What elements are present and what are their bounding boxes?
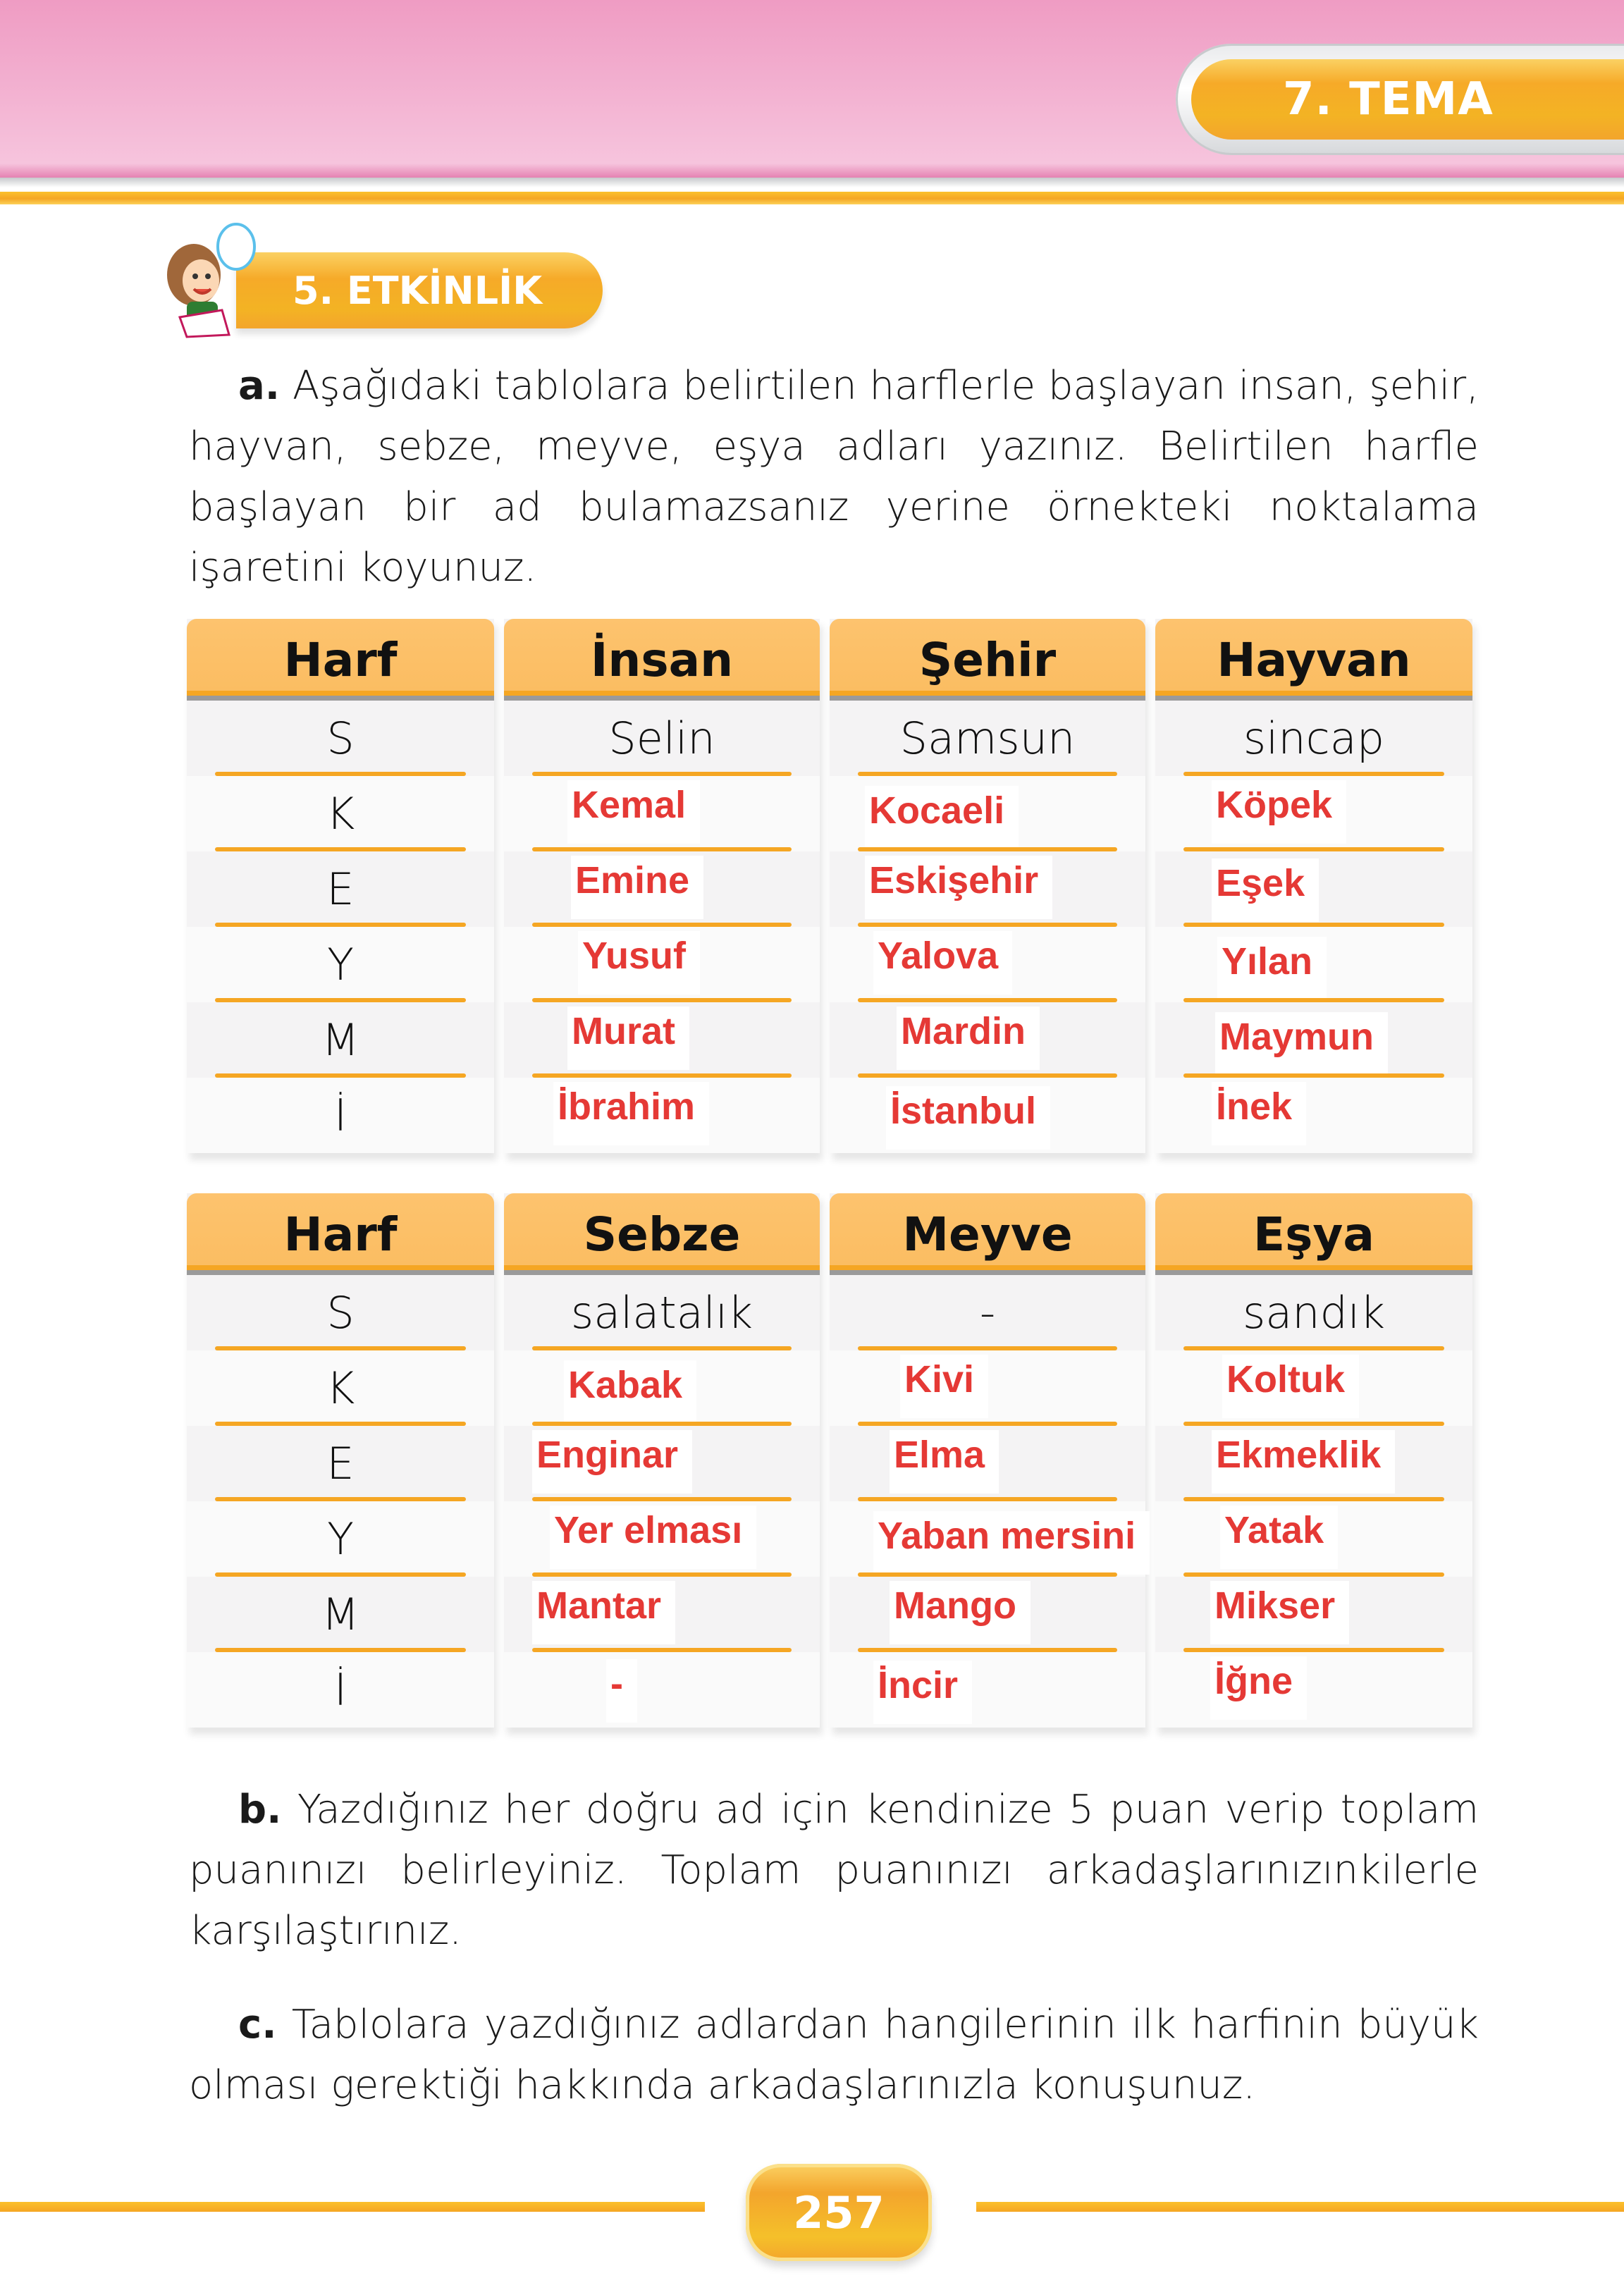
answer-cell[interactable] [1155, 1501, 1472, 1577]
header-divider [0, 192, 1624, 204]
answer-text: Yusuf [578, 931, 700, 995]
answer-cell[interactable] [830, 776, 1145, 851]
letter-cell: S [187, 701, 494, 776]
answer-text: Emine [571, 856, 703, 919]
letter-cell: S [187, 1275, 494, 1350]
letter-cell: Y [187, 1501, 494, 1577]
example-cell: sincap [1155, 701, 1472, 776]
instruction-c-text: Tablolara yazdığınız adlardan hangilerinin ilk harfinin büyük olması gerektiği hakkında arkadaşlarınızla konuşunuz. [189, 2002, 1479, 2108]
answer-text: İncir [873, 1661, 972, 1724]
answer-cell[interactable] [1155, 1078, 1472, 1153]
column-header: Şehir [830, 619, 1145, 701]
answer-cell[interactable] [1155, 851, 1472, 927]
answer-cell[interactable] [830, 1652, 1145, 1728]
example-cell: salatalık [504, 1275, 820, 1350]
answer-cell[interactable] [1155, 1577, 1472, 1652]
answer-cell[interactable] [504, 1426, 820, 1501]
column-insan [504, 619, 820, 1153]
answer-text: Yılan [1217, 937, 1327, 1000]
answer-cell[interactable] [830, 927, 1145, 1002]
answer-cell[interactable] [504, 927, 820, 1002]
example-cell: sandık [1155, 1275, 1472, 1350]
letter-cell: E [187, 1426, 494, 1501]
answer-text: Eşek [1212, 858, 1319, 922]
answer-text: Maymun [1215, 1012, 1388, 1076]
answer-cell[interactable] [1155, 1652, 1472, 1728]
answer-cell[interactable] [1155, 1002, 1472, 1078]
answer-cell[interactable] [1155, 1426, 1472, 1501]
answer-text: İğne [1210, 1656, 1307, 1720]
answer-text: Kabak [564, 1360, 696, 1424]
instruction-c [189, 1995, 1479, 2116]
answer-text: Yaban mersini [873, 1511, 1150, 1575]
table-vegetable-fruit-object [187, 1193, 1477, 1740]
answer-cell[interactable] [830, 1350, 1145, 1426]
answer-cell[interactable] [1155, 1350, 1472, 1426]
column-header: Meyve [830, 1193, 1145, 1275]
column-header: Sebze [504, 1193, 820, 1275]
instruction-c-label: c. [238, 2002, 277, 2048]
answer-text: İstanbul [886, 1086, 1050, 1150]
activity-header [152, 211, 617, 345]
instruction-b-text: Yazdığınız her doğru ad için kendinize 5 puan verip toplam puanınızı belirleyiniz. Toplam puanınızı arkadaşlarınızınkilerle karşılaştırınız. [189, 1787, 1479, 1954]
answer-cell[interactable] [504, 1652, 820, 1728]
header-shadow [0, 178, 1624, 187]
answer-cell[interactable] [1155, 776, 1472, 851]
answer-text: Kemal [567, 780, 700, 844]
example-cell: Selin [504, 701, 820, 776]
answer-text: Mantar [532, 1581, 675, 1644]
answer-cell[interactable] [830, 1501, 1145, 1577]
page-number-badge [746, 2164, 932, 2261]
answer-cell[interactable] [504, 1501, 820, 1577]
answer-text: Murat [567, 1007, 689, 1070]
activity-badge [236, 252, 603, 328]
letter-cell: İ [187, 1078, 494, 1153]
answer-cell[interactable] [504, 1577, 820, 1652]
column-sehir [830, 619, 1145, 1153]
letter-cell: M [187, 1002, 494, 1078]
column-header: Harf [187, 1193, 494, 1275]
answer-text: İnek [1212, 1082, 1306, 1145]
letter-cell: K [187, 776, 494, 851]
letter-cell: K [187, 1350, 494, 1426]
example-cell: - [830, 1275, 1145, 1350]
footer-line-right [976, 2202, 1624, 2212]
column-sebze [504, 1193, 820, 1728]
theme-badge-label: 7. TEMA [1283, 73, 1494, 125]
answer-text: Kivi [900, 1355, 988, 1418]
activity-badge-label: 5. ETKİNLİK [293, 268, 543, 313]
letter-cell: İ [187, 1652, 494, 1728]
column-harf [187, 619, 494, 1153]
answer-cell[interactable] [504, 1350, 820, 1426]
answer-text: Koltuk [1222, 1355, 1359, 1418]
theme-badge [1191, 59, 1624, 140]
example-cell: Samsun [830, 701, 1145, 776]
answer-cell[interactable] [1155, 927, 1472, 1002]
column-meyve [830, 1193, 1145, 1728]
column-harf [187, 1193, 494, 1728]
answer-cell[interactable] [830, 1577, 1145, 1652]
answer-cell[interactable] [830, 1426, 1145, 1501]
answer-text: Yer elması [550, 1506, 756, 1569]
answer-cell[interactable] [504, 851, 820, 927]
answer-text: - [606, 1659, 637, 1723]
letter-cell: Y [187, 927, 494, 1002]
answer-text: Köpek [1212, 780, 1346, 844]
answer-cell[interactable] [830, 1002, 1145, 1078]
column-hayvan [1155, 619, 1472, 1153]
letter-cell: E [187, 851, 494, 927]
answer-text: Mikser [1210, 1581, 1349, 1644]
answer-cell[interactable] [504, 776, 820, 851]
instruction-b [189, 1780, 1479, 1962]
answer-text: Yalova [873, 931, 1012, 995]
answer-text: Elma [890, 1430, 999, 1494]
answer-text: Mango [890, 1581, 1031, 1644]
answer-text: Mardin [897, 1007, 1040, 1070]
instruction-b-label: b. [238, 1787, 282, 1833]
answer-text: İbrahim [553, 1082, 709, 1145]
column-header: İnsan [504, 619, 820, 701]
answer-text: Enginar [532, 1430, 692, 1494]
answer-cell[interactable] [504, 1002, 820, 1078]
instruction-a-text: Aşağıdaki tablolara belirtilen harflerle başlayan insan, şehir, hayvan, sebze, meyve, eşya adları yazınız. Belirtilen harfle başlayan bir ad bulamazsanız yerine örnekteki noktalama işaretini koyunuz. [189, 363, 1479, 591]
answer-text: Kocaeli [865, 786, 1019, 849]
instruction-a-label: a. [238, 363, 281, 409]
answer-cell[interactable] [830, 851, 1145, 927]
column-header: Eşya [1155, 1193, 1472, 1275]
column-esya [1155, 1193, 1472, 1728]
page-number: 257 [793, 2186, 885, 2239]
answer-cell[interactable] [504, 1078, 820, 1153]
instruction-a [189, 356, 1479, 598]
answer-text: Ekmeklik [1212, 1430, 1395, 1494]
column-header: Harf [187, 619, 494, 701]
table-people-city-animal [187, 619, 1477, 1165]
column-header: Hayvan [1155, 619, 1472, 701]
answer-text: Yatak [1220, 1506, 1338, 1569]
letter-cell: M [187, 1577, 494, 1652]
answer-cell[interactable] [830, 1078, 1145, 1153]
answer-text: Eskişehir [865, 856, 1052, 919]
girl-reading-icon [152, 218, 264, 338]
footer-line-left [0, 2202, 705, 2212]
